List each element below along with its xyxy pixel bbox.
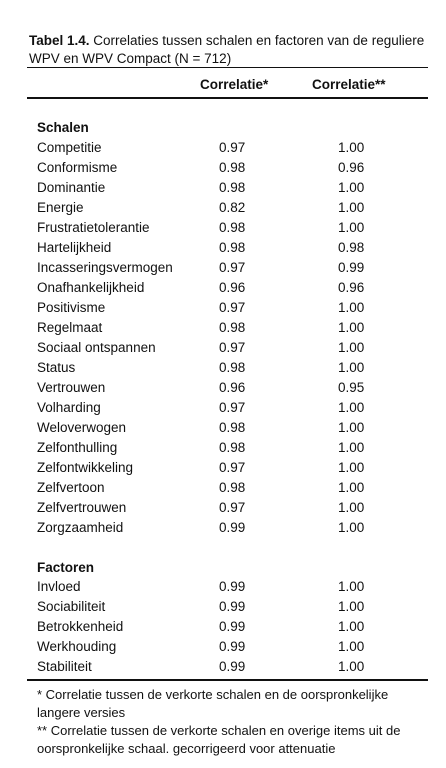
table-row (0, 258, 446, 278)
correlation-value-1: 0.97 (219, 340, 246, 355)
correlation-value-2: 1.00 (338, 220, 365, 235)
correlation-value-1: 0.97 (219, 300, 246, 315)
table-row (0, 577, 446, 597)
correlation-value-2: 0.98 (338, 240, 365, 255)
table-row (0, 657, 446, 677)
row-label: Zelfvertrouwen (37, 500, 127, 515)
table-row (0, 597, 446, 617)
footnote-2: ** Correlatie tussen de verkorte schalen en overige items uit de oorspronkelijke schaal. gecorrigeerd voor attenuatie (37, 723, 401, 756)
correlation-value-2: 1.00 (338, 520, 365, 535)
correlation-value-2: 1.00 (338, 639, 365, 654)
correlation-value-2: 0.96 (338, 160, 365, 175)
correlation-value-1: 0.99 (219, 579, 246, 594)
correlation-value-2: 1.00 (338, 500, 365, 515)
table-row (0, 158, 446, 178)
row-label: Zorgzaamheid (37, 520, 124, 535)
table-row (0, 218, 446, 238)
table-row (0, 238, 446, 258)
correlation-value-2: 1.00 (338, 480, 365, 495)
row-label: Frustratietolerantie (37, 220, 150, 235)
correlation-value-2: 1.00 (338, 659, 365, 674)
correlation-value-1: 0.96 (219, 280, 246, 295)
table-row (0, 318, 446, 338)
table-row (0, 138, 446, 158)
row-label: Competitie (37, 140, 102, 155)
correlation-value-2: 0.99 (338, 260, 365, 275)
table-row (0, 438, 446, 458)
correlation-value-1: 0.97 (219, 400, 246, 415)
correlation-value-2: 1.00 (338, 140, 365, 155)
table-row (0, 458, 446, 478)
table-row (0, 637, 446, 657)
correlation-value-1: 0.96 (219, 380, 246, 395)
bottom-rule (27, 679, 428, 681)
row-label: Regelmaat (37, 320, 103, 335)
correlation-value-2: 1.00 (338, 579, 365, 594)
table-row (0, 338, 446, 358)
correlation-value-2: 1.00 (338, 440, 365, 455)
row-label: Conformisme (37, 160, 118, 175)
correlation-value-1: 0.82 (219, 200, 246, 215)
correlation-value-2: 1.00 (338, 180, 365, 195)
section-title: Schalen (37, 120, 89, 135)
row-label: Weloverwogen (37, 420, 127, 435)
correlation-value-2: 1.00 (338, 400, 365, 415)
correlation-value-1: 0.99 (219, 639, 246, 654)
row-label: Betrokkenheid (37, 619, 124, 634)
row-label: Hartelijkheid (37, 240, 112, 255)
row-label: Invloed (37, 579, 81, 594)
footnote-1: * Correlatie tussen de verkorte schalen en de oorspronkelijke langere versies (37, 687, 389, 720)
correlation-value-2: 0.95 (338, 380, 365, 395)
correlation-value-1: 0.97 (219, 260, 246, 275)
correlation-value-1: 0.97 (219, 460, 246, 475)
row-label: Vertrouwen (37, 380, 106, 395)
top-rule (27, 67, 428, 68)
table-row (0, 617, 446, 637)
column-header-correlation-1: Correlatie* (200, 77, 269, 92)
table-row (0, 298, 446, 318)
column-header-correlation-2: Correlatie** (312, 77, 386, 92)
correlation-value-2: 1.00 (338, 360, 365, 375)
table-row (0, 518, 446, 538)
table-row (0, 418, 446, 438)
correlation-value-2: 0.96 (338, 280, 365, 295)
correlation-value-1: 0.98 (219, 220, 246, 235)
correlation-value-2: 1.00 (338, 619, 365, 634)
correlation-value-1: 0.98 (219, 180, 246, 195)
correlation-value-2: 1.00 (338, 420, 365, 435)
row-label: Incasseringsvermogen (37, 260, 173, 275)
correlation-value-1: 0.97 (219, 140, 246, 155)
row-label: Stabiliteit (37, 659, 92, 674)
table-notes (37, 686, 432, 758)
table-row (0, 398, 446, 418)
correlation-value-1: 0.98 (219, 420, 246, 435)
correlation-value-1: 0.98 (219, 160, 246, 175)
row-label: Zelfontwikkeling (37, 460, 134, 475)
correlation-value-2: 1.00 (338, 599, 365, 614)
row-label: Volharding (37, 400, 101, 415)
correlation-value-2: 1.00 (338, 300, 365, 315)
correlation-value-2: 1.00 (338, 200, 365, 215)
table-row (0, 498, 446, 518)
correlation-value-1: 0.98 (219, 360, 246, 375)
row-label: Dominantie (37, 180, 106, 195)
row-label: Sociabiliteit (37, 599, 106, 614)
row-label: Energie (37, 200, 84, 215)
row-label: Zelfonthulling (37, 440, 118, 455)
correlation-value-1: 0.98 (219, 440, 246, 455)
table-label: Tabel 1.4. (29, 33, 90, 48)
row-label: Onafhankelijkheid (37, 280, 145, 295)
header-rule (27, 97, 428, 99)
table-caption (29, 32, 429, 68)
row-label: Positivisme (37, 300, 106, 315)
correlation-value-1: 0.99 (219, 520, 246, 535)
row-label: Sociaal ontspannen (37, 340, 156, 355)
table-row (0, 198, 446, 218)
correlation-value-1: 0.98 (219, 320, 246, 335)
table-row (0, 358, 446, 378)
table-caption-text: Correlaties tussen schalen en factoren van de reguliere WPV en WPV Compact (N = 712) (29, 33, 425, 66)
table-row (0, 378, 446, 398)
row-label: Werkhouding (37, 639, 117, 654)
correlation-value-1: 0.99 (219, 659, 246, 674)
correlation-value-2: 1.00 (338, 340, 365, 355)
correlation-value-1: 0.99 (219, 619, 246, 634)
correlation-value-1: 0.97 (219, 500, 246, 515)
table-row (0, 178, 446, 198)
correlation-value-1: 0.99 (219, 599, 246, 614)
row-label: Status (37, 360, 76, 375)
table-row (0, 278, 446, 298)
section-title: Factoren (37, 560, 95, 575)
row-label: Zelfvertoon (37, 480, 105, 495)
correlation-value-2: 1.00 (338, 460, 365, 475)
correlation-value-1: 0.98 (219, 480, 246, 495)
correlation-value-1: 0.98 (219, 240, 246, 255)
table-row (0, 478, 446, 498)
correlation-value-2: 1.00 (338, 320, 365, 335)
